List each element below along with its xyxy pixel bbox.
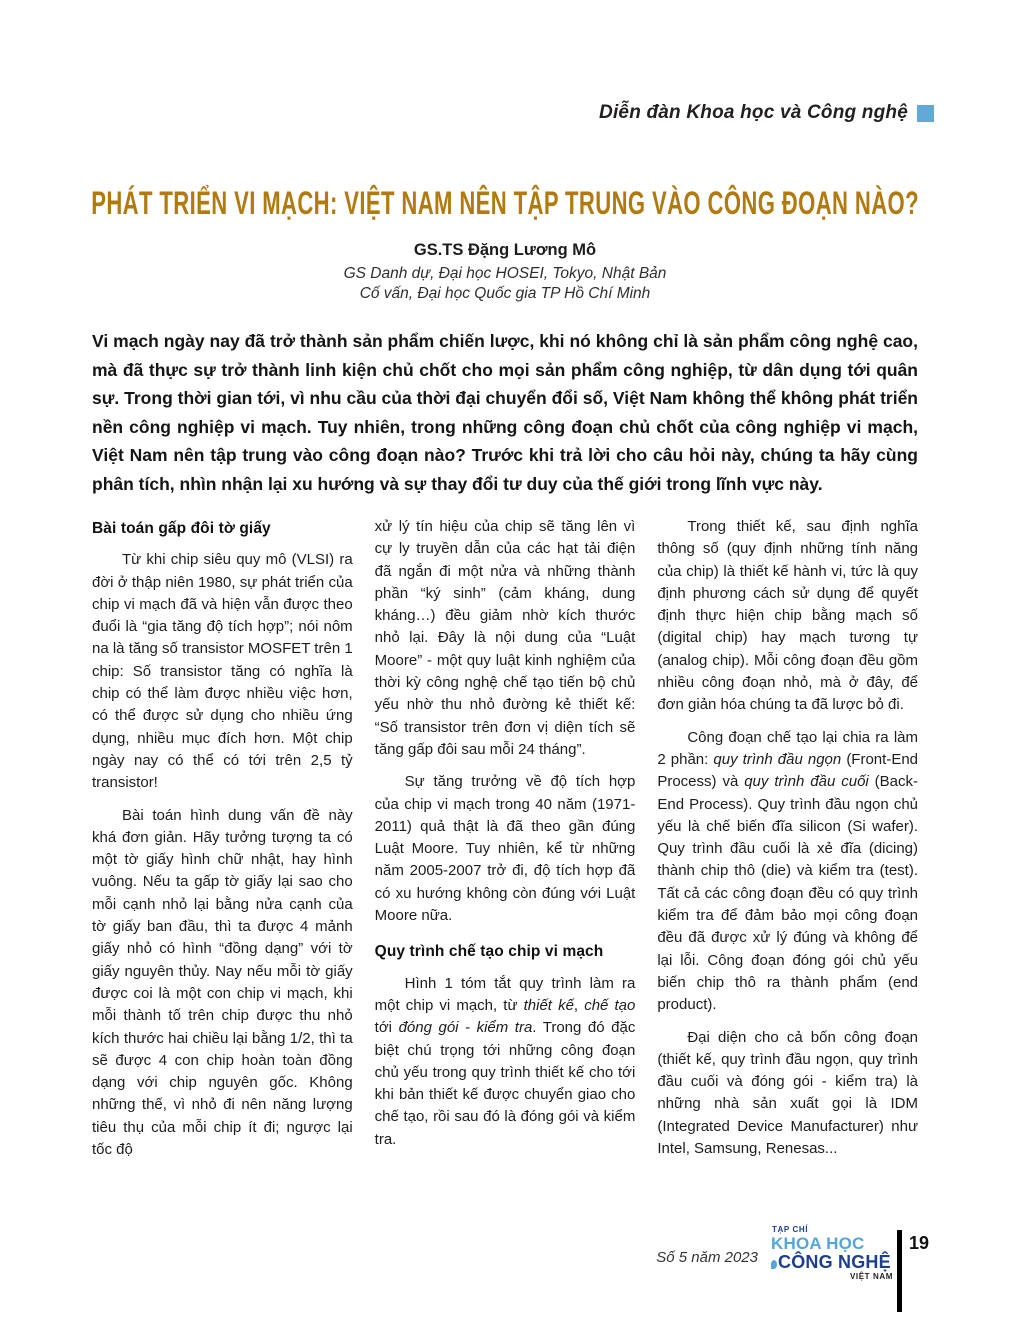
- paragraph: Công đoạn chế tạo lại chia ra làm 2 phần: quy trình đầu ngọn (Front-End Process) và quy trình đầu cuối (Back-End Process). Quy trình đầu ngọn chủ yếu là chế biến đĩa silicon (Si wafer). Quy trình đầu cuối là xẻ đĩa (dicing) thành chip thô (die) và kiểm tra (test). Tất cả các công đoạn đều có quy trình kiểm tra để đảm bảo mọi công đoạn đều đã được xử lý đúng và không để lại lỗi. Công đoạn đóng gói chủ yếu biến chip thô ra thành phẩm (end product).: [657, 728, 919, 1014]
- author-affiliation-2: Cố vấn, Đại học Quốc gia TP Hồ Chí Minh: [359, 284, 651, 302]
- journal-logo: [771, 1226, 893, 1281]
- logo-khoa-hoc: KHOA HỌC: [771, 1234, 865, 1253]
- section-heading: Bài toán gấp đôi tờ giấy: [92, 520, 271, 537]
- running-head: [599, 102, 934, 124]
- paragraph: Bài toán hình dung vấn đề này khá đơn giản. Hãy tưởng tượng ta có một tờ giấy hình chữ nhật, hay hình vuông. Nếu ta gấp tờ giấy lại sao cho mỗi cạnh nhỏ lại bằng nửa cạnh của tờ giấy ban đầu, thì ta được 4 mảnh giấy nhỏ có hình “đồng dạng” với tờ giấy nguyên thủy. Nay nếu mỗi tờ giấy được coi là một con chip vi mạch, khi mỗi thành tố trên chip được thu nhỏ kích thước hai chiều lại bằng 1/2, thì ta sẽ được 4 con chip hoàn toàn đồng dạng với chip nguyên gốc. Không những thế, vì nhỏ đi nên năng lượng tiêu thụ của mỗi chip ít đi; ngược lại tốc độ: [92, 806, 353, 1159]
- author-block: [0, 241, 1010, 303]
- issue-label: Số 5 năm 2023: [656, 1249, 758, 1266]
- author-name: GS.TS Đặng Lương Mô: [413, 241, 597, 259]
- article-title-wrap: [0, 184, 1010, 221]
- lead-paragraph: Vi mạch ngày nay đã trở thành sản phẩm chiến lược, khi nó không chỉ là sản phẩm công nghệ cao, mà đã thực sự trở thành linh kiện chủ chốt cho mọi sản phẩm công nghiệp, từ dân dụng tới quân sự. Trong thời gian tới, vì nhu cầu của thời đại chuyển đổi số, Việt Nam không thể không phát triển nền công nghiệp vi mạch. Tuy nhiên, trong những công đoạn chủ chốt của công nghiệp vi mạch, Việt Nam nên tập trung vào công đoạn nào? Trước khi trả lời cho câu hỏi này, chúng ta hãy cùng phân tích, nhìn nhận lại xu hướng và sự thay đổi tư duy của thế giới trong lĩnh vực này.: [92, 331, 918, 494]
- column-2: [375, 516, 636, 1200]
- paragraph: Trong thiết kế, sau định nghĩa thông số (quy định những tính năng của chip) là thiết kế hành vi, tức là quy định phương cách sử dụng để quyết định thực hiện chip bằng mạch số (digital chip) hay mạch tương tự (analog chip). Mỗi công đoạn đều gồm nhiều công đoạn nhỏ, mà ở đây, để đơn giản hóa chúng ta đã lược bỏ đi.: [657, 518, 919, 714]
- section-label: Diễn đàn Khoa học và Công nghệ: [599, 102, 908, 123]
- section-marker-square-icon: [917, 105, 934, 122]
- paragraph: Đại diện cho cả bốn công đoạn (thiết kế, quy trình đầu ngọn, quy trình đầu cuối và đóng gói - kiểm tra) là những nhà sản xuất gọi là IDM (Integrated Device Manufacturer) như Intel, Samsung, Renesas...: [657, 1028, 919, 1158]
- page-number-rule: [897, 1230, 902, 1312]
- paragraph: Sự tăng trưởng về độ tích hợp của chip vi mạch trong 40 năm (1971-2011) quả thật là đã theo gần đúng Luật Moore. Tuy nhiên, kể từ những năm 2005-2007 trở đi, độ tích hợp đã có xu hướng không còn đúng với Luật Moore nữa.: [374, 773, 636, 925]
- paragraph: xử lý tín hiệu của chip sẽ tăng lên vì cự ly truyền dẫn của các hạt tải điện đã ngắn đi một nửa và những thành phần “ký sinh” (cảm kháng, dung kháng…) đều giảm nhờ kích thước nhỏ lại. Đây là nội dung của “Luật Moore” - một quy luật kinh nghiệm của thời kỳ công nghệ chế tạo tiến bộ chủ yếu nhờ thu nhỏ đường kẻ thiết kế: “Số transistor trên đơn vị diện tích sẽ tăng gấp đôi sau mỗi 24 tháng”.: [374, 518, 636, 758]
- paragraph: Từ khi chip siêu quy mô (VLSI) ra đời ở thập niên 1980, sự phát triển của chip vi mạch đã và hiện vẫn được theo đuổi là “gia tăng độ tích hợp”; nói nôm na là tăng số transistor MOSFET trên 1 chip: Số transistor tăng có nghĩa là chip có thể làm được nhiều việc hơn, có thể được sử dụng cho nhiều ứng dụng, nhiều mục đích hơn. Một chip ngày nay có thể có tới trên 2,5 tỷ transistor!: [92, 551, 353, 792]
- logo-cong-nghe: [771, 1253, 893, 1271]
- author-affiliation-1: GS Danh dự, Đại học HOSEI, Tokyo, Nhật Bản: [343, 265, 667, 282]
- logo-cong-nghe-text: CÔNG NGHỆ: [778, 1252, 891, 1272]
- logo-tagline-top: TẠP CHÍ: [772, 1225, 809, 1234]
- article-title: PHÁT TRIỂN VI MẠCH: VIỆT NAM NÊN TẬP TRUNG VÀO CÔNG ĐOẠN NÀO?: [91, 184, 919, 221]
- page-number: 19: [909, 1233, 930, 1253]
- logo-tagline-bottom: VIỆT NAM: [849, 1272, 893, 1281]
- section-heading: Quy trình chế tạo chip vi mạch: [374, 943, 604, 961]
- column-3: [657, 516, 918, 1200]
- article-columns: [92, 516, 918, 1200]
- column-1: [92, 516, 353, 1200]
- logo-droplet-icon: [771, 1260, 777, 1269]
- paragraph: Hình 1 tóm tắt quy trình làm ra một chip vi mạch, từ thiết kế, chế tạo tới đóng gói - kiểm tra. Trong đó đặc biệt chú trọng tới những công đoạn chủ yếu trong quy trình thiết kế cho tới khi bản thiết kế được chuyển giao cho chế tạo, rồi sau đó là đóng gói và kiểm tra.: [374, 974, 636, 1148]
